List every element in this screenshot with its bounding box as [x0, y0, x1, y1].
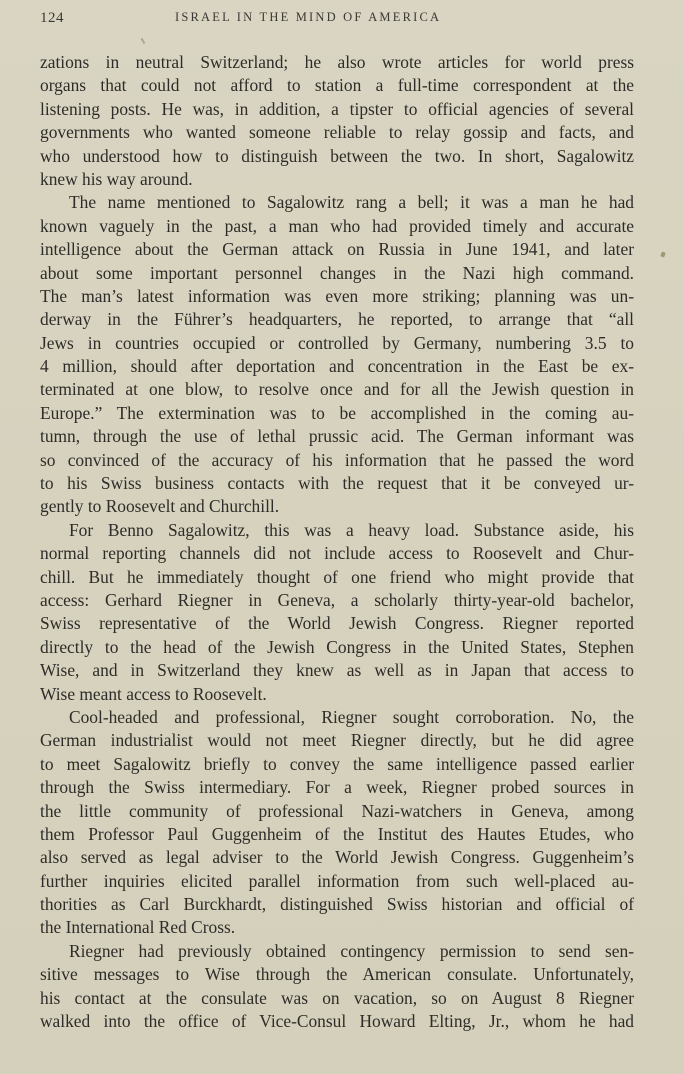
text-line: who understood how to distinguish between the two. In short, Sagalowitz — [40, 145, 634, 166]
text-line: derway in the Führer’s headquarters, he reported, to arrange that “all — [40, 309, 634, 330]
text-line: to meet Sagalowitz briefly to convey the same intelligence passed earlier — [40, 753, 634, 774]
text-line: known vaguely in the past, a man who had provided timely and accurate — [40, 215, 634, 236]
running-title: ISRAEL IN THE MIND OF AMERICA — [175, 10, 442, 24]
page-number: 124 — [40, 10, 64, 26]
text-line: so convinced of the accuracy of his information that he passed the word — [40, 449, 634, 470]
text-line: to his Swiss business contacts with the request that it be conveyed ur- — [40, 473, 634, 494]
text-line: tumn, through the use of lethal prussic acid. The German informant was — [40, 426, 634, 447]
paragraph-start-line: Riegner had previously obtained contingency permission to send sen- — [69, 940, 634, 961]
text-line: normal reporting channels did not include access to Roosevelt and Chur- — [40, 543, 634, 564]
text-line: through the Swiss intermediary. For a week, Riegner probed sources in — [40, 777, 634, 798]
text-line: gently to Roosevelt and Churchill. — [40, 496, 280, 517]
text-line: Wise meant access to Roosevelt. — [40, 683, 267, 704]
margin-mark — [660, 251, 665, 257]
text-line: chill. But he immediately thought of one friend who might provide that — [40, 566, 634, 587]
body-text — [40, 51, 634, 1033]
text-line: also served as legal adviser to the World Jewish Congress. Guggenheim’s — [40, 847, 634, 868]
text-line: 4 million, should after deportation and concentration in the East be ex- — [40, 356, 634, 377]
text-line: further inquiries elicited parallel information from such well-placed au- — [40, 870, 634, 891]
text-line: them Professor Paul Guggenheim of the Institut des Hautes Etudes, who — [40, 823, 634, 844]
text-line: Swiss representative of the World Jewish Congress. Riegner reported — [40, 613, 634, 634]
text-line: directly to the head of the Jewish Congress in the United States, Stephen — [40, 636, 634, 657]
text-line: organs that could not afford to station a full-time correspondent at the — [40, 75, 634, 96]
print-speck — [141, 38, 146, 44]
paragraph-start-line: Cool-headed and professional, Riegner sought corroboration. No, the — [69, 706, 634, 727]
running-head — [40, 8, 632, 30]
text-line: listening posts. He was, in addition, a tipster to official agencies of several — [40, 98, 634, 119]
text-line: walked into the office of Vice-Consul Howard Elting, Jr., whom he had — [40, 1011, 634, 1032]
text-line: access: Gerhard Riegner in Geneva, a scholarly thirty-year-old bachelor, — [40, 589, 634, 610]
text-line: his contact at the consulate was on vacation, so on August 8 Riegner — [40, 987, 634, 1008]
text-line: the little community of professional Nazi-watchers in Geneva, among — [40, 800, 634, 821]
text-line: zations in neutral Switzerland; he also wrote articles for world press — [40, 52, 634, 72]
text-line: governments who wanted someone reliable to relay gossip and facts, and — [40, 122, 634, 143]
text-line: intelligence about the German attack on Russia in June 1941, and later — [40, 239, 634, 260]
text-line: knew his way around. — [40, 168, 193, 189]
text-line: Wise, and in Switzerland they knew as well as in Japan that access to — [40, 660, 634, 681]
text-line: about some important personnel changes in the Nazi high command. — [40, 262, 634, 283]
text-line: German industrialist would not meet Riegner directly, but he did agree — [40, 730, 634, 751]
text-line: The man’s latest information was even more striking; planning was un- — [40, 285, 634, 306]
text-line: sitive messages to Wise through the American consulate. Unfortunately, — [40, 964, 634, 985]
paragraph-start-line: For Benno Sagalowitz, this was a heavy load. Substance aside, his — [69, 519, 634, 540]
text-line: the International Red Cross. — [40, 917, 236, 938]
text-line: thorities as Carl Burckhardt, distinguished Swiss historian and official of — [40, 894, 634, 915]
paragraph-start-line: The name mentioned to Sagalowitz rang a bell; it was a man he had — [69, 192, 634, 213]
text-line: terminated at one blow, to resolve once and for all the Jewish question in — [40, 379, 634, 400]
text-line: Jews in countries occupied or controlled by Germany, numbering 3.5 to — [40, 332, 634, 353]
text-line: Europe.” The extermination was to be accomplished in the coming au- — [40, 402, 634, 423]
